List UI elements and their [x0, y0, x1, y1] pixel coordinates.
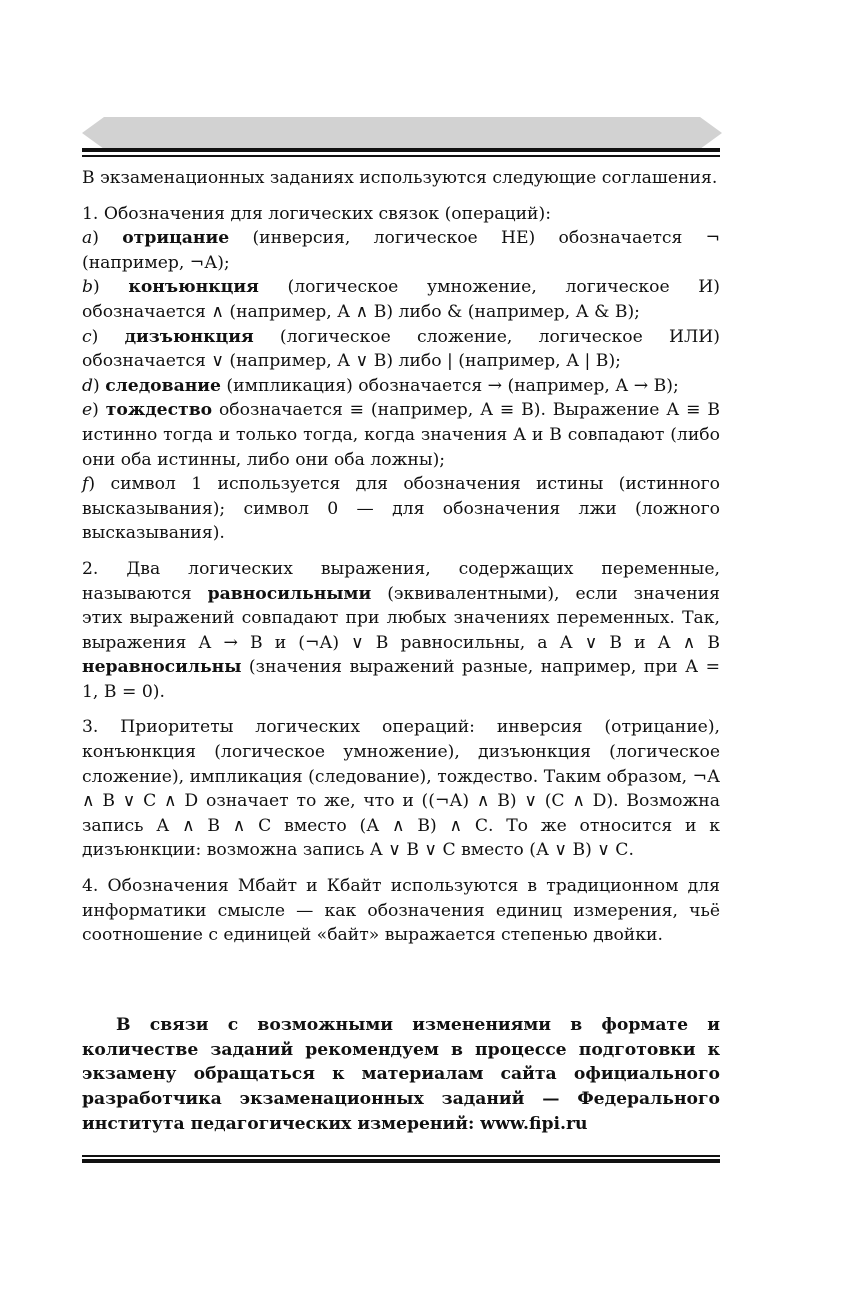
item2-text-3: (значения выражений разные, например, при А = 1, В = 0). — [82, 657, 720, 702]
header-banner — [82, 116, 722, 150]
item1-b: b) конъюнкция (логическое умножение, логическое И) обозначается ∧ (например, А ∧ В) либо & (например, А & В); — [82, 277, 721, 322]
item1-f-text: символ 1 используется для обозначения истины (истинного высказывания); символ 0 — для обозначения лжи (ложного высказывания). — [82, 474, 720, 544]
item-letter: a — [82, 228, 93, 249]
term-disjunction: дизъюнкция — [124, 326, 254, 347]
item-letter: b — [82, 277, 94, 298]
conventions-section — [82, 166, 720, 948]
item1-c-text: (логическое сложение, логическое ИЛИ) обозначается ∨ (например, А ∨ В) либо | (например, А | В); — [82, 326, 720, 372]
item-letter: c — [82, 326, 92, 347]
item1-a-text: (инверсия, логическое НЕ) обозначается ¬ (например, ¬А); — [82, 228, 721, 273]
item2-text-2: (эквивалентными), если значения этих выражений совпадают при любых значениях переменных. Так, выражения А → В и (¬А) ∨ В равносильны, а А ∨ В и А ∧ В — [82, 583, 720, 653]
item1-d: d) следование (импликация) обозначается → (например, А → В); — [82, 375, 679, 396]
item-letter: d — [82, 375, 94, 396]
item2-paragraph — [82, 557, 720, 705]
fipi-note: В связи с возможными изменениями в формате и количестве заданий рекомендуем в процессе подготовки к экзамену обращаться к материалам сайта официального разработчика экзаменационных заданий — Федерального института педагогических измерений: www.fipi.ru — [82, 1015, 720, 1134]
item1-f: f) символ 1 используется для обозначения истины (истинного высказывания); символ 0 — для обозначения лжи (ложного высказывания). — [82, 474, 720, 544]
term-equivalent: равносильными — [207, 583, 372, 604]
item1-e: e) тождество обозначается ≡ (например, А ≡ В). Выражение А ≡ В истинно тогда и только тогда, когда значения А и В совпадают (либо они оба истинны, либо они оба ложны); — [82, 400, 720, 470]
item1-heading: 1. Обозначения для логических связок (операций): — [82, 203, 551, 224]
bottom-rule-thin — [82, 1155, 720, 1157]
intro-paragraph: В экзаменационных заданиях используются следующие соглашения. — [82, 168, 718, 188]
item4-paragraph: 4. Обозначения Мбайт и Кбайт используются в традиционном для информатики смысле — как обозначения единиц измерения, чьё соотношение с единицей «байт» выражается степенью двойки. — [82, 876, 720, 946]
item1-c: c) дизъюнкция (логическое сложение, логическое ИЛИ) обозначается ∨ (например, А ∨ В) либо | (например, А | В); — [82, 326, 720, 372]
item2-text-1: 2. Два логических выражения, содержащих переменные, называются — [82, 558, 720, 604]
item-letter: e — [82, 400, 93, 421]
item1-e-text: обозначается ≡ (например, А ≡ В). Выражение А ≡ В истинно тогда и только тогда, когда значения А и В совпадают (либо они оба истинны, либо они оба ложны); — [82, 400, 720, 470]
term-conjunction: конъюнкция — [128, 277, 259, 298]
term-negation: отрицание — [122, 228, 230, 249]
top-rule-thick — [82, 148, 720, 152]
term-nonequivalent: неравносильны — [82, 657, 242, 678]
term-identity: тождество — [105, 400, 213, 421]
term-implication: следование — [105, 375, 221, 396]
item1-b-text: (логическое умножение, логическое И) обозначается ∧ (например, А ∧ В) либо & (например, А & В); — [82, 277, 721, 322]
item1-a: a) отрицание (инверсия, логическое НЕ) обозначается ¬ (например, ¬А); — [82, 228, 721, 273]
bottom-rule-thick — [82, 1159, 720, 1163]
item-letter: f — [82, 474, 89, 495]
top-rule-thin — [82, 155, 720, 157]
item3-paragraph: 3. Приоритеты логических операций: инверсия (отрицание), конъюнкция (логическое умножение), дизъюнкция (логическое сложение), импликация (следование), тождество. Таким образом, ¬А ∧ В ∨ С ∧ D означает то же, что и ((¬А) ∧ В) ∨ (С ∧ D). Возможна запись А ∧ В ∧ С вместо (А ∧ В) ∧ С. То же относится и к дизъюнкции: возможна запись А ∨ В ∨ С вместо (А ∨ В) ∨ С. — [82, 717, 720, 861]
item1-d-text: (импликация) обозначается → (например, А → В); — [220, 375, 679, 396]
